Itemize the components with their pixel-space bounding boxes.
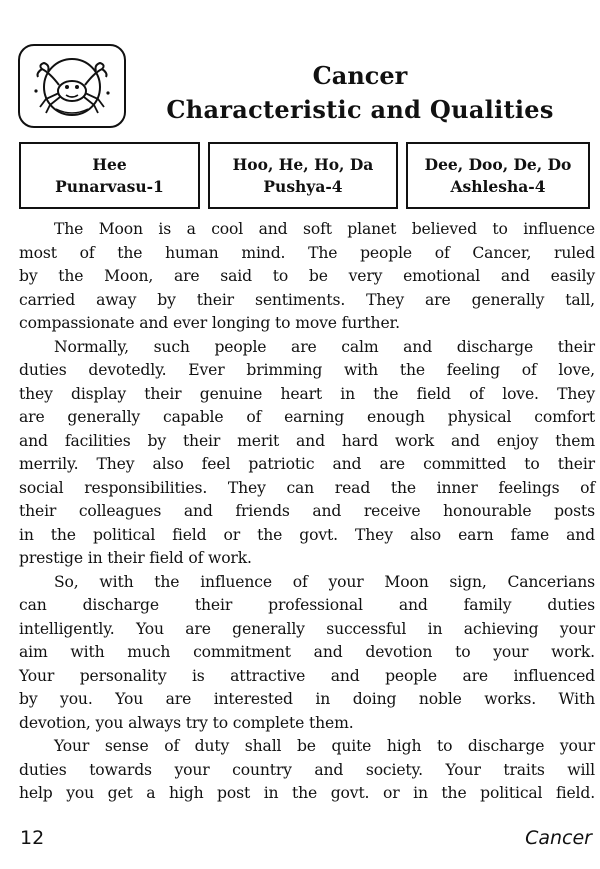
page-title: Cancer — [312, 61, 408, 90]
nakshatra-box-ashlesha — [406, 142, 590, 209]
text-line: their colleagues and friends and receive honourable posts — [19, 502, 595, 520]
nakshatra-box-pushya — [208, 142, 398, 209]
text-line: prestige in their field of work. — [19, 549, 252, 567]
text-line: and facilities by their merit and hard work and enjoy them — [19, 431, 595, 450]
text-line: aim with much commitment and devotion to your work. — [19, 643, 595, 661]
text-line: in the political field or the govt. They also earn fame and — [19, 525, 595, 544]
text-line: Normally, such people are calm and discharge their — [54, 337, 595, 356]
nakshatra-syllables: Hee — [92, 154, 127, 174]
text-line: social responsibilities. They can read the inner feelings of — [19, 478, 595, 497]
text-line: can discharge their professional and family duties — [19, 596, 595, 614]
body-text — [19, 218, 595, 806]
running-title: Cancer — [525, 827, 592, 849]
text-line: help you get a high post in the govt. or in the political field. — [19, 784, 595, 802]
paragraph-2 — [19, 336, 595, 571]
text-line: Your personality is attractive and people are influenced — [19, 666, 595, 685]
text-line: are generally capable of earning enough physical comfort — [19, 408, 595, 426]
paragraph-1 — [19, 218, 595, 336]
text-line: So, with the influence of your Moon sign, Cancerians — [54, 572, 595, 591]
text-line: duties devotedly. Ever brimming with the feeling of love, — [19, 361, 595, 379]
text-line: compassionate and ever longing to move further. — [19, 314, 400, 332]
nakshatra-box-punarvasu — [19, 142, 200, 209]
page-number: 12 — [20, 827, 45, 849]
text-line: duties towards your country and society. Your traits will — [19, 760, 595, 779]
paragraph-4 — [19, 735, 595, 806]
nakshatra-syllables: Dee, Doo, De, Do — [424, 154, 572, 174]
text-line: The Moon is a cool and soft planet believed to influence — [54, 220, 595, 238]
nakshatra-name: Punarvasu-1 — [55, 176, 164, 196]
paragraph-3 — [19, 571, 595, 736]
text-line: intelligently. You are generally successful in achieving your — [19, 619, 595, 638]
text-line: devotion, you always try to complete them. — [19, 713, 354, 732]
nakshatra-name: Pushya-4 — [263, 176, 343, 196]
text-line: by you. You are interested in doing noble works. With — [19, 690, 595, 708]
text-line: Your sense of duty shall be quite high to discharge your — [54, 737, 595, 755]
text-line: they display their genuine heart in the field of love. They — [19, 384, 595, 403]
text-line: carried away by their sentiments. They are generally tall, — [19, 290, 595, 309]
nakshatra-syllables: Hoo, He, Ho, Da — [232, 154, 374, 174]
text-line: by the Moon, are said to be very emotional and easily — [19, 267, 595, 285]
page-subtitle: Characteristic and Qualities — [166, 95, 554, 124]
text-line: most of the human mind. The people of Cancer, ruled — [19, 243, 595, 262]
nakshatra-name: Ashlesha-4 — [450, 176, 546, 196]
text-line: merrily. They also feel patriotic and are committed to their — [19, 455, 595, 473]
zodiac-emblem — [18, 44, 126, 128]
crab-icon — [26, 51, 118, 121]
